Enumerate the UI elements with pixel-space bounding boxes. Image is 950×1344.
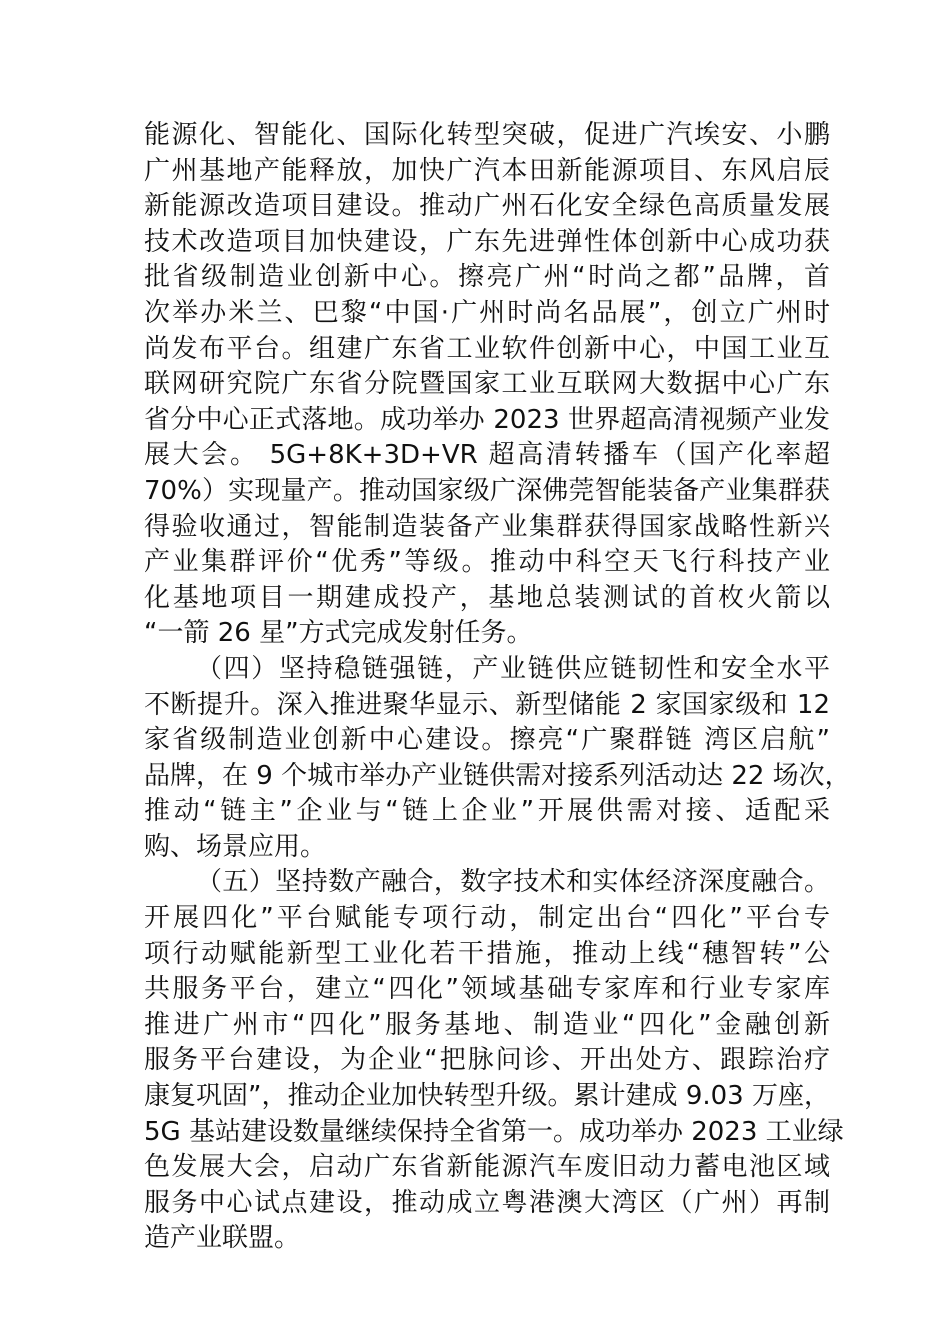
text-line: 共服务平台，建立“四化”领域基础专家库和行业专家库 xyxy=(144,974,830,1005)
text-line: 康复巩固”，推动企业加快转型升级。累计建成 9.03 万座， xyxy=(144,1081,830,1112)
text-line: 项行动赋能新型工业化若干措施，推动上线“穗智转”公 xyxy=(144,938,830,969)
text-line: 推进广州市“四化”服务基地、制造业“四化”金融创新 xyxy=(144,1009,830,1040)
text-line: 次举办米兰、巴黎“中国·广州时尚名品展”，创立广州时 xyxy=(144,297,830,328)
text-line: 得验收通过，智能制造装备产业集群获得国家战略性新兴 xyxy=(144,511,830,542)
text-line: 不断提升。深入推进聚华显示、新型储能 2 家国家级和 12 xyxy=(144,689,830,720)
text-line: 服务平台建设，为企业“把脉问诊、开出处方、跟踪治疗 xyxy=(144,1045,830,1076)
text-line: 技术改造项目加快建设，广东先进弹性体创新中心成功获 xyxy=(144,226,830,257)
text-line: 造产业联盟。 xyxy=(144,1223,301,1254)
text-line: 尚发布平台。组建广东省工业软件创新中心，中国工业互 xyxy=(144,333,830,364)
text-line: 化基地项目一期建成投产，基地总装测试的首枚火箭以 xyxy=(144,582,830,613)
text-line: 联网研究院广东省分院暨国家工业互联网大数据中心广东 xyxy=(144,369,830,400)
paragraph-digital-integration xyxy=(144,865,844,1257)
text-line: 产业集群评价“优秀”等级。推动中科空天飞行科技产业 xyxy=(144,547,830,578)
text-line: 色发展大会，启动广东省新能源汽车废旧动力蓄电池区域 xyxy=(144,1152,830,1183)
paragraph-energy-transformation xyxy=(144,118,830,652)
text-line: （四）坚持稳链强链，产业链供应链韧性和安全水平 xyxy=(196,653,830,684)
text-line: “一箭 26 星”方式完成发射任务。 xyxy=(144,618,533,649)
text-line: 品牌，在 9 个城市举办产业链供需对接系列活动达 22 场次， xyxy=(144,760,851,791)
text-line: 推动“链主”企业与“链上企业”开展供需对接、适配采 xyxy=(144,796,830,827)
text-line: （五）坚持数产融合，数字技术和实体经济深度融合。 xyxy=(196,867,830,898)
text-line: 新能源改造项目建设。推动广州石化安全绿色高质量发展 xyxy=(144,191,830,222)
text-line: 70%）实现量产。推动国家级广深佛莞智能装备产业集群获 xyxy=(144,475,830,506)
text-line: 5G 基站建设数量继续保持全省第一。成功举办 2023 工业绿 xyxy=(144,1116,844,1147)
text-line: 能源化、智能化、国际化转型突破，促进广汽埃安、小鹏 xyxy=(144,120,830,150)
text-line: 开展四化”平台赋能专项行动，制定出台“四化”平台专 xyxy=(144,903,830,934)
text-line: 家省级制造业创新中心建设。擦亮“广聚群链 湾区启航” xyxy=(144,725,830,756)
paragraph-stable-chain xyxy=(144,652,851,866)
text-line: 省分中心正式落地。成功举办 2023 世界超高清视频产业发 xyxy=(144,404,830,435)
document-body xyxy=(144,118,851,1257)
text-line: 批省级制造业创新中心。擦亮广州“时尚之都”品牌，首 xyxy=(144,262,830,293)
text-line: 展大会。 5G+8K+3D+VR 超高清转播车（国产化率超 xyxy=(144,440,830,471)
text-line: 购、场景应用。 xyxy=(144,831,327,862)
text-line: 服务中心试点建设，推动成立粤港澳大湾区（广州）再制 xyxy=(144,1187,830,1218)
text-line: 广州基地产能释放，加快广汽本田新能源项目、东风启辰 xyxy=(144,155,830,186)
